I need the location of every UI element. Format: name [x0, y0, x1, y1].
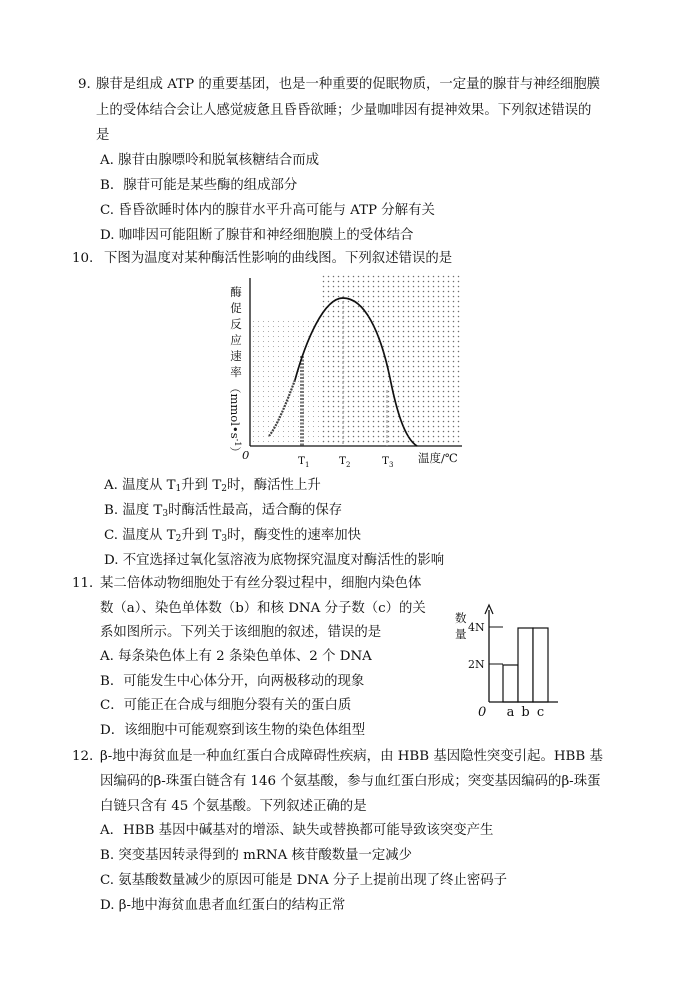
- q9-number: 9.: [78, 77, 91, 92]
- q10-option-a: A. 温度从 $T_1$升到 $T_2$时，酶活性上升: [104, 478, 321, 494]
- t2-label: $T_2$: [339, 455, 351, 469]
- q9-option-c: C. 昏昏欲睡时体内的腺苷水平升高可能与 ATP 分解有关: [100, 203, 435, 218]
- q9-stem-line1: 腺苷是组成 ATP 的重要基团，也是一种重要的促眠物质，一定量的腺苷与神经细胞膜: [96, 77, 601, 92]
- q12-number: 12.: [72, 749, 94, 764]
- q9-stem-line3: 是: [96, 128, 110, 143]
- bar-label-c: c: [536, 705, 545, 720]
- t3-label: $T_3$: [382, 455, 394, 469]
- y-label-char-5: 速: [230, 349, 242, 363]
- q10-stem: 下图为温度对某种酶活性影响的曲线图。下列叙述错误的是: [104, 251, 453, 266]
- q12-option-c: C. 氨基酸数量减少的原因可能是 DNA 分子上提前出现了终止密码子: [100, 873, 508, 888]
- q9-option-a: A. 腺苷由腺嘌呤和脱氧核糖结合而成: [100, 153, 320, 168]
- enzyme-activity-chart: [222, 270, 472, 475]
- q12-stem-line1: β-地中海贫血是一种血红蛋白合成障碍性疾病，由 HBB 基因隐性突变引起。HBB 基: [100, 749, 603, 764]
- y-label-char-1: 酶: [230, 285, 242, 299]
- q11-option-c: C．可能正在合成与细胞分裂有关的蛋白质: [100, 698, 352, 713]
- y-label-unit: $(mmol•s^{-1})$: [228, 382, 242, 458]
- x-axis-label: 温度/℃: [418, 451, 458, 465]
- q11-stem-line3: 系如图所示。下列关于该细胞的叙述，错误的是: [100, 625, 382, 640]
- bar-label-a: a: [506, 705, 515, 720]
- y-label-char-4: 应: [230, 333, 242, 347]
- bar-y-label-char-2: 量: [455, 627, 467, 641]
- q11-option-a: A. 每条染色体上有 2 条染色单体、2 个 DNA: [100, 649, 372, 664]
- t1-label: $T_1$: [298, 455, 310, 469]
- bar-c: [533, 628, 548, 702]
- tick-label-2n: 2N: [468, 658, 485, 671]
- q9-option-d: D. 咖啡因可能阻断了腺苷和神经细胞膜上的受体结合: [100, 228, 414, 243]
- bar-b: [518, 628, 533, 702]
- q11-number: 11．: [72, 576, 103, 591]
- bar-y-label-char-1: 数: [455, 611, 467, 625]
- bar-label-b: b: [521, 705, 530, 720]
- chromosome-bar-chart: [452, 602, 572, 722]
- q12-option-b: B. 突变基因转录得到的 mRNA 核苷酸数量一定减少: [100, 848, 413, 863]
- q10-option-b: B. 温度 $T_3$时酶活性最高，适合酶的保存: [104, 503, 343, 519]
- q11-option-b: B．可能发生中心体分开，向两极移动的现象: [100, 674, 365, 689]
- halftone-right: [320, 274, 462, 446]
- origin-label: 0: [242, 448, 250, 462]
- q12-stem-line3: 白链只含有 45 个氨基酸。下列叙述正确的是: [100, 799, 367, 814]
- q12-option-a: A．HBB 基因中碱基对的增添、缺失或替换都可能导致该突变产生: [100, 823, 494, 838]
- y-label-char-6: 率: [230, 365, 242, 379]
- q9-stem-line2: 上的受体结合会让人感觉疲惫且昏昏欲睡；少量咖啡因有提神效果。下列叙述错误的: [96, 103, 592, 118]
- y-label-char-2: 促: [230, 301, 242, 315]
- q11-option-d: D．该细胞中可能观察到该生物的染色体组型: [100, 723, 366, 738]
- q9-option-b: B．腺苷可能是某些酶的组成部分: [100, 178, 298, 193]
- q12-stem-line2: 因编码的β-珠蛋白链含有 146 个氨基酸，参与血红蛋白形成；突变基因编码的β-珠蛋: [100, 774, 601, 789]
- q11-stem-line1: 某二倍体动物细胞处于有丝分裂过程中，细胞内染色体: [100, 576, 422, 591]
- q10-option-d: D. 不宜选择过氧化氢溶液为底物探究温度对酶活性的影响: [104, 553, 445, 568]
- q11-stem-line2: 数（a）、染色单体数（b）和核 DNA 分子数（c）的关: [100, 601, 426, 616]
- q12-option-d: D. β-地中海贫血患者血红蛋白的结构正常: [100, 898, 346, 913]
- bar-origin-label: 0: [478, 705, 487, 720]
- q10-option-c: C. 温度从 $T_2$升到 $T_3$时，酶变性的速率加快: [104, 528, 361, 544]
- y-label-char-3: 反: [230, 317, 242, 331]
- tick-label-4n: 4N: [468, 621, 485, 634]
- bar-a: [503, 665, 518, 702]
- q10-number: 10.: [72, 251, 94, 266]
